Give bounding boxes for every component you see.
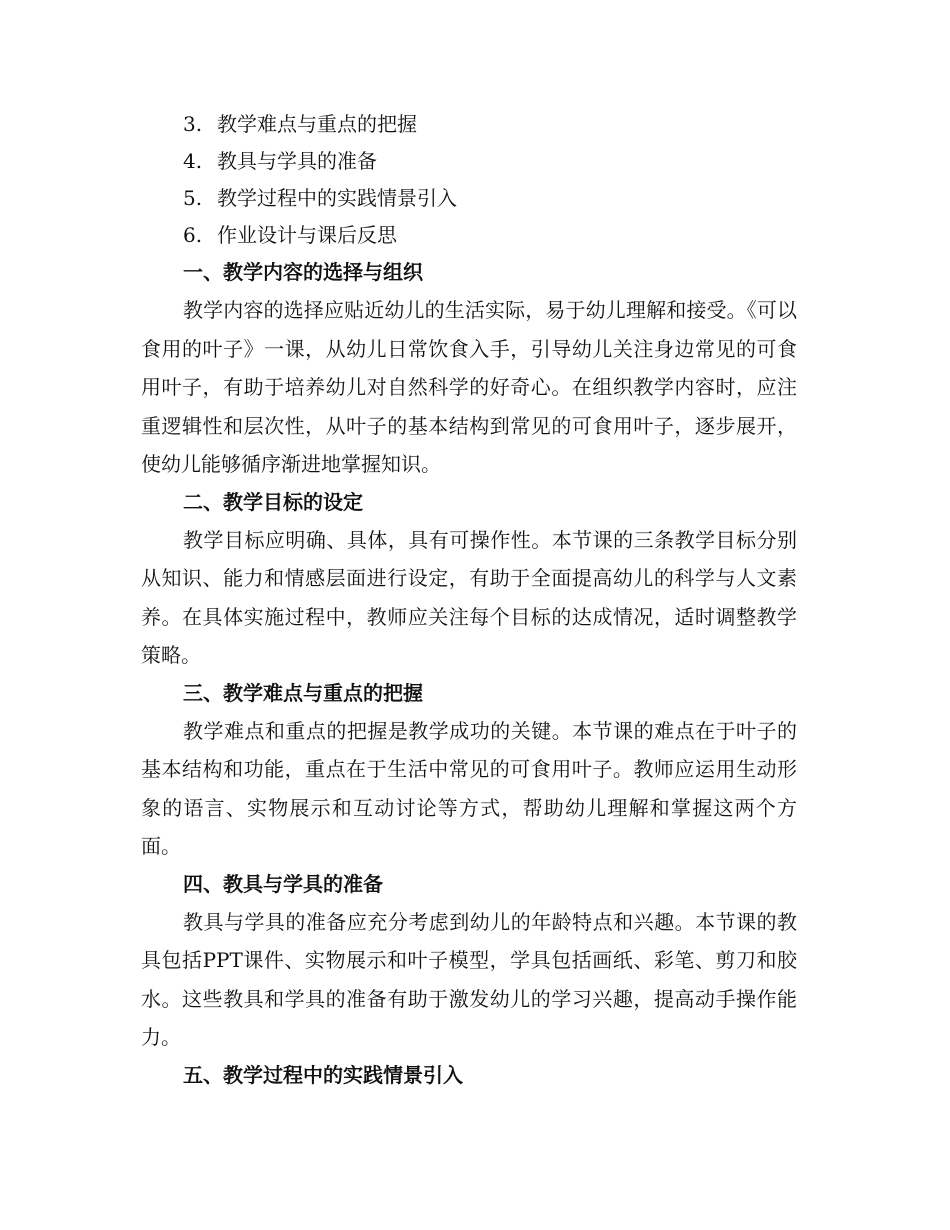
outline-item-text: 教具与学具的准备: [217, 149, 377, 173]
outline-item-text: 教学过程中的实践情景引入: [217, 186, 457, 210]
outline-item-number: 5.: [183, 186, 203, 210]
section-paragraph: 教具与学具的准备应充分考虑到幼儿的年龄特点和兴趣。本节课的教具包括PPT课件、实物展示和叶子模型，学具包括画纸、彩笔、剪刀和胶水。这些教具和学具的准备有助于激发幼儿的学习兴趣，提高动手操作能力。: [141, 909, 797, 1049]
section-paragraph: 教学目标应明确、具体，具有可操作性。本节课的三条教学目标分别从知识、能力和情感层面进行设定，有助于全面提高幼儿的科学与人文素养。在具体实施过程中，教师应关注每个目标的达成情况，适时调整教学策略。: [141, 527, 797, 667]
outline-item-number: 3.: [183, 112, 203, 136]
section-heading: 四、教具与学具的准备: [183, 871, 383, 896]
section-paragraph: 教学难点和重点的把握是教学成功的关键。本节课的难点在于叶子的基本结构和功能，重点在于生活中常见的可食用叶子。教师应运用生动形象的语言、实物展示和互动讨论等方式，帮助幼儿理解和掌握这两个方面。: [141, 718, 797, 858]
outline-item-text: 作业设计与课后反思: [217, 223, 397, 247]
outline-item: [141, 143, 797, 180]
outline-item: [141, 217, 797, 254]
outline-item-text: 教学难点与重点的把握: [217, 112, 417, 136]
section-paragraph: 教学内容的选择应贴近幼儿的生活实际，易于幼儿理解和接受。《可以食用的叶子》一课，从幼儿日常饮食入手，引导幼儿关注身边常见的可食用叶子，有助于培养幼儿对自然科学的好奇心。在组织教学内容时，应注重逻辑性和层次性，从叶子的基本结构到常见的可食用叶子，逐步展开，使幼儿能够循序渐进地掌握知识。: [141, 298, 797, 476]
outline-item-number: 4.: [183, 149, 203, 173]
section-heading: 五、教学过程中的实践情景引入: [183, 1062, 463, 1087]
section-heading: 二、教学目标的设定: [183, 489, 363, 514]
section-heading: 三、教学难点与重点的把握: [183, 680, 423, 705]
outline-item-number: 6.: [183, 223, 203, 247]
outline-item: [141, 180, 797, 217]
section-heading: 一、教学内容的选择与组织: [183, 260, 423, 284]
outline-item: [141, 106, 797, 143]
document-body: [141, 106, 797, 1094]
